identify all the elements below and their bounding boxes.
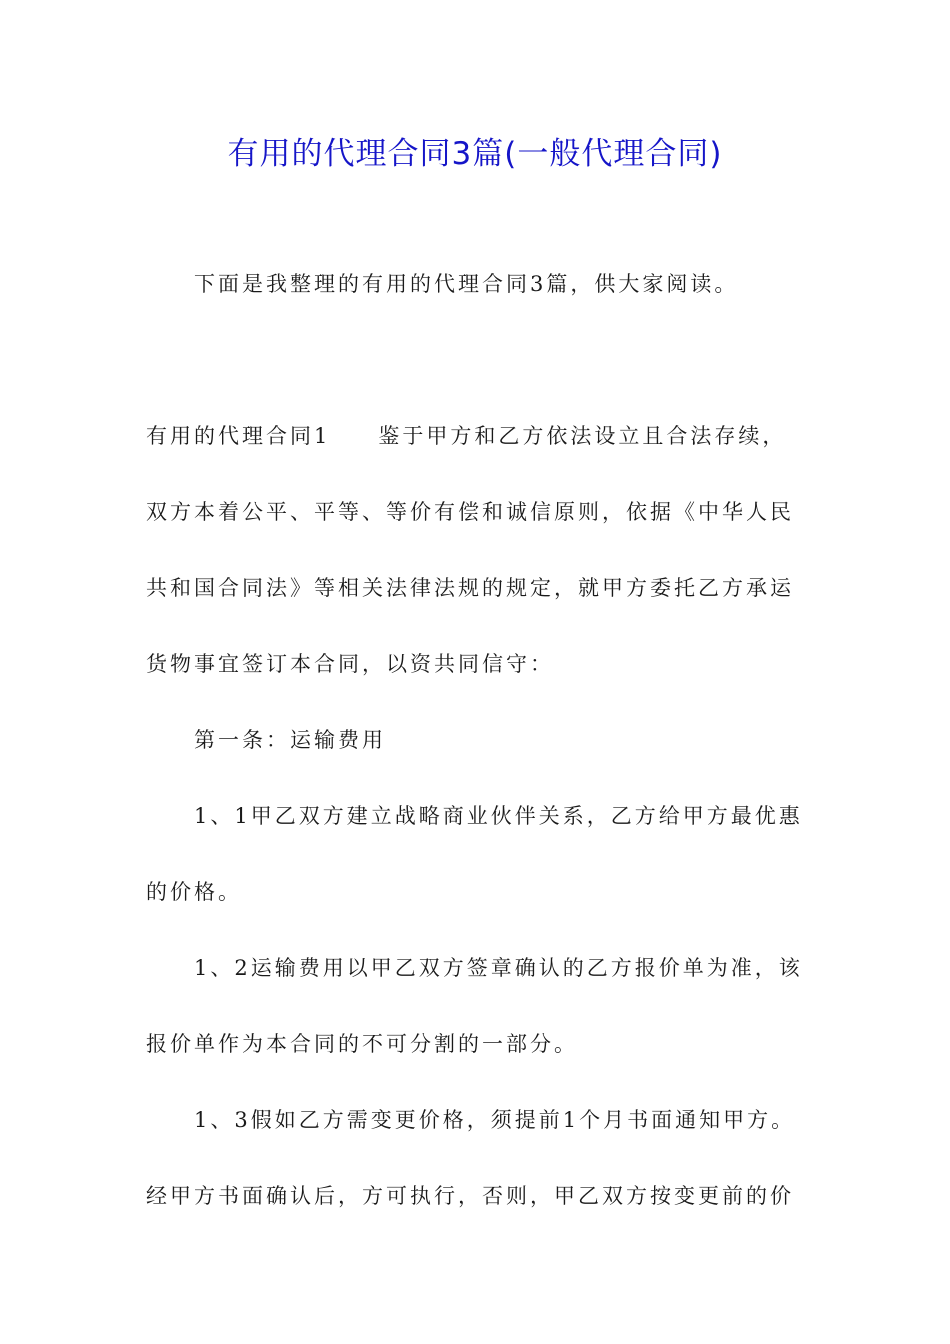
clause-1-1-line-2: 的价格。	[146, 880, 242, 904]
body-line-4: 货物事宜签订本合同，以资共同信守：	[146, 652, 554, 676]
clause-1-2-line-2: 报价单作为本合同的不可分割的一部分。	[146, 1032, 578, 1056]
document-title: 有用的代理合同3篇(一般代理合同)	[227, 136, 723, 172]
contract-body	[146, 398, 810, 1234]
intro-line: 下面是我整理的有用的代理合同3篇，供大家阅读。	[194, 272, 739, 296]
clause-1-2-line-1: 1、2运输费用以甲乙双方签章确认的乙方报价单为准，该	[194, 956, 803, 980]
intro-paragraph	[146, 246, 810, 322]
clause-1-3-line-1: 1、3假如乙方需变更价格，须提前1个月书面通知甲方。	[194, 1108, 796, 1132]
section-heading: 有用的代理合同1	[146, 424, 331, 448]
body-line-1-text: 鉴于甲方和乙方依法设立且合法存续，	[378, 424, 787, 448]
article-heading: 第一条：运输费用	[194, 728, 386, 752]
body-line-1	[146, 398, 810, 474]
body-line-2: 双方本着公平、平等、等价有偿和诚信原则，依据《中华人民	[146, 500, 794, 524]
clause-1-3-line-2: 经甲方书面确认后，方可执行，否则，甲乙双方按变更前的价	[146, 1184, 794, 1208]
body-line-3: 共和国合同法》等相关法律法规的规定，就甲方委托乙方承运	[146, 576, 794, 600]
clause-1-1-line-1: 1、1甲乙双方建立战略商业伙伴关系，乙方给甲方最优惠	[194, 804, 803, 828]
